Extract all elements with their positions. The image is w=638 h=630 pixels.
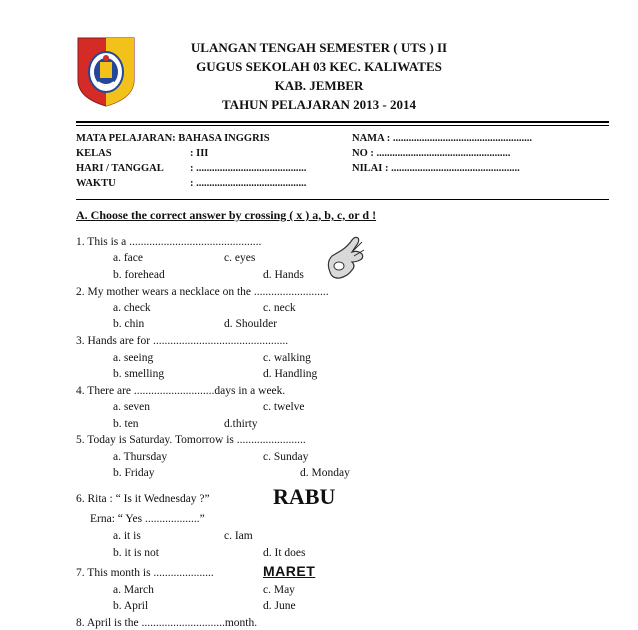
nama-field: NAMA : ..................................................... xyxy=(352,133,532,144)
question-8: 8. April is the .............................month. xyxy=(76,617,258,629)
q2-option-a: a. check xyxy=(113,302,151,314)
question-6-line-2: Erna: “ Yes ...................” xyxy=(90,513,205,525)
q4-option-a: a. seven xyxy=(113,401,151,413)
q6-option-d: d. It does xyxy=(263,547,306,559)
question-4: 4. There are ............................days in a week. xyxy=(76,385,286,397)
q2-option-c: c. neck xyxy=(263,302,296,314)
kelas-label: KELAS xyxy=(76,148,112,159)
info-divider xyxy=(76,199,609,200)
no-field: NO : ................................................... xyxy=(352,148,511,159)
q3-option-c: c. walking xyxy=(263,352,311,364)
q5-option-a: a. Thursday xyxy=(113,451,168,463)
header-line-1: ULANGAN TENGAH SEMESTER ( UTS ) II xyxy=(190,40,448,55)
q5-option-c: c. Sunday xyxy=(263,451,309,463)
q3-option-d: d. Handling xyxy=(263,368,318,380)
hari-value: : .......................................... xyxy=(190,163,307,174)
q6-option-a: a. it is xyxy=(113,530,141,542)
q1-option-a: a. face xyxy=(113,252,143,264)
question-1: 1. This is a .............................................. xyxy=(76,236,262,248)
q5-option-b: b. Friday xyxy=(113,467,155,479)
section-a-title: A. Choose the correct answer by crossing ( x ) a, b, c, or d ! xyxy=(76,208,377,222)
q1-option-c: c. eyes xyxy=(224,252,256,264)
hand-illustration xyxy=(322,232,366,282)
q6-option-b: b. it is not xyxy=(113,547,160,559)
question-2: 2. My mother wears a necklace on the .......................... xyxy=(76,286,329,298)
q6-hint-rabu: RABU xyxy=(273,484,336,509)
question-3: 3. Hands are for ............................................... xyxy=(76,335,289,347)
header-divider-thin xyxy=(76,125,609,126)
question-7: 7. This month is ..................... xyxy=(76,567,214,579)
header-line-3: KAB. JEMBER xyxy=(274,78,364,93)
hand-icon xyxy=(322,232,366,282)
waktu-label: WAKTU xyxy=(76,178,116,189)
q3-option-b: b. smelling xyxy=(113,368,165,380)
q4-option-d: d.thirty xyxy=(224,418,258,430)
waktu-value: : .......................................... xyxy=(190,178,307,189)
q3-option-a: a. seeing xyxy=(113,352,154,364)
header-line-4: TAHUN PELAJARAN 2013 - 2014 xyxy=(221,97,417,112)
q7-option-a: a. March xyxy=(113,584,154,596)
q7-option-d: d. June xyxy=(263,600,296,612)
q2-option-d: d. Shoulder xyxy=(224,318,278,330)
q7-option-b: b. April xyxy=(113,600,149,612)
q7-hint-maret: MARET xyxy=(263,563,316,579)
q1-option-b: b. forehead xyxy=(113,269,165,281)
q6-option-c: c. Iam xyxy=(224,530,253,542)
question-6: 6. Rita : “ Is it Wednesday ?” xyxy=(76,493,210,505)
header-line-2: GUGUS SEKOLAH 03 KEC. KALIWATES xyxy=(196,59,442,74)
q4-option-b: b. ten xyxy=(113,418,139,430)
q7-option-c: c. May xyxy=(263,584,295,596)
kelas-value: : III xyxy=(190,148,209,159)
q1-option-d: d. Hands xyxy=(263,269,304,281)
q2-option-b: b. chin xyxy=(113,318,145,330)
q4-option-c: c. twelve xyxy=(263,401,305,413)
header-divider-thick xyxy=(76,121,609,123)
question-5: 5. Today is Saturday. Tomorrow is ........................ xyxy=(76,434,306,446)
nilai-field: NILAI : ................................................. xyxy=(352,163,520,174)
mapel-label: MATA PELAJARAN: BAHASA INGGRIS xyxy=(76,133,270,144)
hari-label: HARI / TANGGAL xyxy=(76,163,164,174)
q5-option-d: d. Monday xyxy=(300,467,350,479)
